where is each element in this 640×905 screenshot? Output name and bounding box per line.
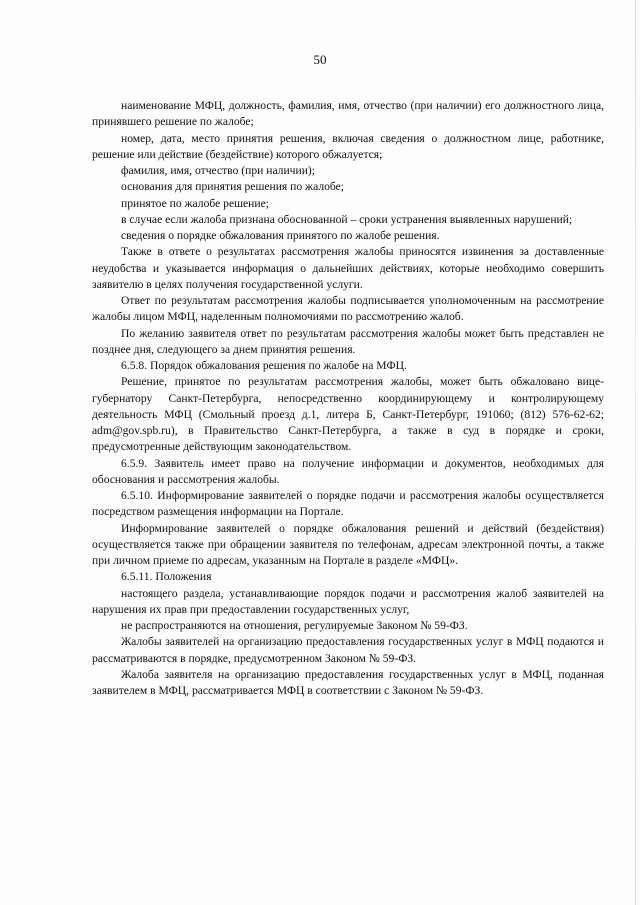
- paragraph-decision: принятое по жалобе решение;: [121, 196, 269, 210]
- paragraph-appeal-vice-governor: Решение, принятое по результатам рассмотрения жалобы, может быть обжаловано вице-губернатору Санкт-Петербурга, непосредственно координирующему и контролирующему деятельность МФЦ (Смольный проезд д.1, литера Б, Санкт-Петербург, 191060; (812) 576-62-62; adm@gov.spb.ru), в Правительство Санкт-Петербурга, а также в суд в порядке и сроки, предусмотренные действующим законодательством.: [92, 375, 604, 454]
- scan-edge-shadow: [635, 0, 636, 905]
- paragraph-grounds: основания для принятия решения по жалобе;: [121, 180, 345, 194]
- paragraph-decision-number: номер, дата, место принятия решения, включая сведения о должностном лице, работнике, решение или действие (бездействие) которого обжалуется;: [92, 131, 604, 161]
- paragraph-response-signed: Ответ по результатам рассмотрения жалобы подписывается уполномоченным на рассмотрение жалобы лицом МФЦ, наделенным полномочиями по рассмотрению жалоб.: [92, 294, 604, 324]
- page-number: 50: [313, 52, 327, 67]
- section-heading-6-5-8: 6.5.8. Порядок обжалования решения по жалобе на МФЦ.: [121, 359, 407, 372]
- paragraph-complaint-considered: Жалоба заявителя на организацию предоставления государственных услуг в МФЦ, поданная заявителем в МФЦ, рассматривается МФЦ в соответствии с Законом № 59-ФЗ.: [92, 667, 604, 697]
- section-6-5-10: 6.5.10. Информирование заявителей о порядке подачи и рассмотрения жалобы осуществляется посредством размещения информации на Портале.: [92, 489, 604, 519]
- paragraph-remediation-terms: в случае если жалоба признана обоснованной – сроки устранения выявленных нарушений;: [121, 212, 573, 226]
- document-body: [92, 98, 604, 699]
- paragraph-complaints-filed: Жалобы заявителей на организацию предоставления государственных услуг в МФЦ подаются и рассматриваются в порядке, предусмотренном Законом № 59-ФЗ.: [92, 635, 604, 665]
- paragraph-mfc-name: наименование МФЦ, должность, фамилия, имя, отчество (при наличии) его должностного лица, принявшего решение по жалобе;: [92, 99, 604, 129]
- section-heading-6-5-11: 6.5.11. Положения: [121, 570, 212, 584]
- paragraph-appeal-info: сведения о порядке обжалования принятого по жалобе решения.: [121, 229, 440, 242]
- paragraph-response-timing: По желанию заявителя ответ по результатам рассмотрения жалобы может быть представлен не позднее дня, следующего за днем принятия решения.: [92, 326, 604, 356]
- paragraph-informing-contacts: Информирование заявителей о порядке обжалования решений и действий (бездействия) осуществляется также при обращении заявителя по телефонам, адресам электронной почты, а также при личном приеме по адресам, указанным на Портале в разделе «МФЦ».: [92, 521, 604, 567]
- paragraph-apology: Также в ответе о результатах рассмотрения жалобы приносятся извинения за доставленные неудобства и указывается информация о дальнейших действиях, которые необходимо совершить заявителю в целях получения государственной услуги.: [92, 245, 604, 291]
- section-6-5-9: 6.5.9. Заявитель имеет право на получение информации и документов, необходимых для обоснования и рассмотрения жалобы.: [92, 456, 604, 486]
- paragraph-full-name: фамилия, имя, отчество (при наличии);: [121, 164, 315, 177]
- paragraph-section-provisions: настоящего раздела, устанавливающие порядок подачи и рассмотрения жалоб заявителей на нарушения их прав при предоставлении государственных услуг,: [92, 586, 604, 616]
- paragraph-not-applicable: не распространяются на отношения, регулируемые Законом № 59-ФЗ.: [121, 619, 468, 632]
